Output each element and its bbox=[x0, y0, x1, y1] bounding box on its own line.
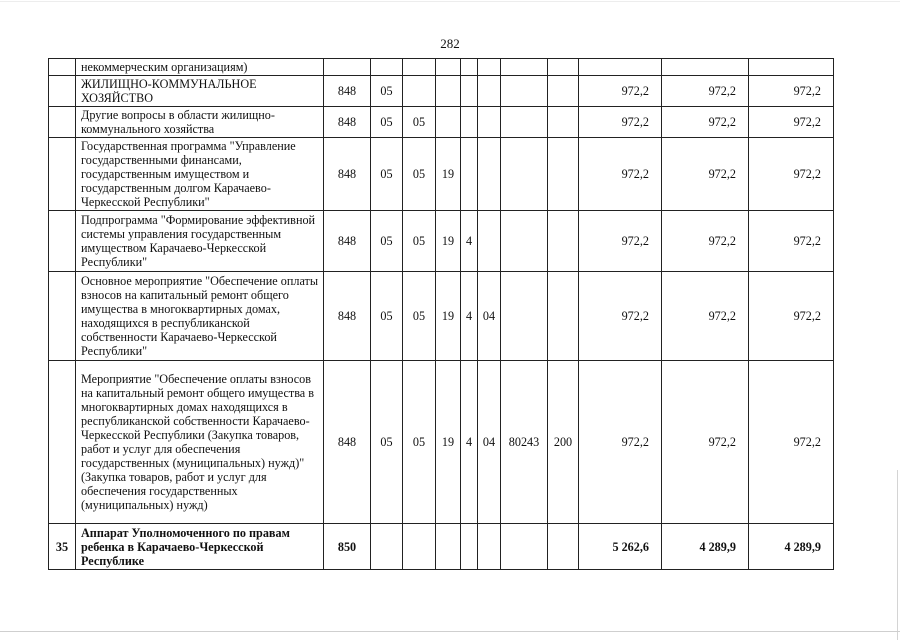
code-cell-c1: 848 bbox=[324, 361, 371, 524]
code-cell-c6 bbox=[478, 524, 501, 570]
row-name-cell: Другие вопросы в области жилищно-коммунального хозяйства bbox=[76, 107, 324, 138]
code-cell-c3 bbox=[403, 76, 436, 107]
row-number-cell bbox=[49, 272, 76, 361]
code-cell-v1: 972,2 bbox=[579, 138, 662, 211]
row-name-cell: Основное мероприятие "Обеспечение оплаты взносов на капитальный ремонт общего имущества в многоквартирных домах, находящихся в республиканской собственности Карачаево-Черкесской Республики" bbox=[76, 272, 324, 361]
code-cell-v2: 972,2 bbox=[662, 107, 749, 138]
code-cell-v2: 972,2 bbox=[662, 211, 749, 272]
code-cell-c1: 848 bbox=[324, 76, 371, 107]
code-cell-c3: 05 bbox=[403, 211, 436, 272]
code-cell-c1: 848 bbox=[324, 211, 371, 272]
code-cell-c7 bbox=[501, 59, 548, 76]
code-cell-c5: 4 bbox=[461, 361, 478, 524]
row-number-cell bbox=[49, 107, 76, 138]
code-cell-c4 bbox=[436, 524, 461, 570]
code-cell-c2: 05 bbox=[371, 211, 403, 272]
code-cell-v3: 4 289,9 bbox=[749, 524, 834, 570]
code-cell-c4 bbox=[436, 59, 461, 76]
code-cell-c2 bbox=[371, 59, 403, 76]
code-cell-c4: 19 bbox=[436, 361, 461, 524]
code-cell-c5 bbox=[461, 59, 478, 76]
code-cell-v1: 5 262,6 bbox=[579, 524, 662, 570]
code-cell-c8 bbox=[548, 107, 579, 138]
row-name-cell: Мероприятие "Обеспечение оплаты взносов на капитальный ремонт общего имущества в многоквартирных домах находящихся в республиканской собственности Карачаево-Черкесской Республики (Закупка товаров, работ и услуг для обеспечения государственных (муниципальных) нужд)" (Закупка товаров, работ и услуг для обеспечения государственных (муниципальных) нужд) bbox=[76, 361, 324, 524]
code-cell-v3: 972,2 bbox=[749, 361, 834, 524]
code-cell-c7 bbox=[501, 272, 548, 361]
code-cell-c1 bbox=[324, 59, 371, 76]
code-cell-c7 bbox=[501, 524, 548, 570]
table-row bbox=[49, 361, 834, 524]
code-cell-v1: 972,2 bbox=[579, 361, 662, 524]
code-cell-c6 bbox=[478, 59, 501, 76]
code-cell-c7 bbox=[501, 107, 548, 138]
row-name-cell: некоммерческим организациям) bbox=[76, 59, 324, 76]
row-number-cell bbox=[49, 138, 76, 211]
code-cell-v1: 972,2 bbox=[579, 76, 662, 107]
table-row bbox=[49, 76, 834, 107]
code-cell-c6: 04 bbox=[478, 361, 501, 524]
code-cell-c5 bbox=[461, 107, 478, 138]
table-row bbox=[49, 138, 834, 211]
code-cell-c3: 05 bbox=[403, 272, 436, 361]
code-cell-v1: 972,2 bbox=[579, 272, 662, 361]
code-cell-c6: 04 bbox=[478, 272, 501, 361]
row-name-cell: Подпрограмма "Формирование эффективной системы управления государственным имуществом Карачаево-Черкесской Республики" bbox=[76, 211, 324, 272]
code-cell-v2: 972,2 bbox=[662, 361, 749, 524]
code-cell-c1: 850 bbox=[324, 524, 371, 570]
code-cell-c4: 19 bbox=[436, 272, 461, 361]
code-cell-v2: 972,2 bbox=[662, 76, 749, 107]
code-cell-c2: 05 bbox=[371, 361, 403, 524]
table-row bbox=[49, 211, 834, 272]
code-cell-v3: 972,2 bbox=[749, 211, 834, 272]
code-cell-c8 bbox=[548, 138, 579, 211]
code-cell-c5 bbox=[461, 524, 478, 570]
table-row bbox=[49, 59, 834, 76]
code-cell-v3: 972,2 bbox=[749, 272, 834, 361]
code-cell-v2: 972,2 bbox=[662, 138, 749, 211]
code-cell-v1 bbox=[579, 59, 662, 76]
code-cell-c7 bbox=[501, 138, 548, 211]
code-cell-c7: 80243 bbox=[501, 361, 548, 524]
budget-table bbox=[48, 58, 834, 570]
table-row bbox=[49, 272, 834, 361]
page-number: 282 bbox=[440, 36, 460, 51]
code-cell-v2 bbox=[662, 59, 749, 76]
row-name-cell: ЖИЛИЩНО-КОММУНАЛЬНОЕ ХОЗЯЙСТВО bbox=[76, 76, 324, 107]
code-cell-v3: 972,2 bbox=[749, 138, 834, 211]
row-number-cell bbox=[49, 76, 76, 107]
code-cell-c8 bbox=[548, 272, 579, 361]
table-row bbox=[49, 524, 834, 570]
code-cell-c1: 848 bbox=[324, 138, 371, 211]
code-cell-c5: 4 bbox=[461, 211, 478, 272]
row-name-cell: Аппарат Уполномоченного по правам ребенка в Карачаево-Черкесской Республике bbox=[76, 524, 324, 570]
scan-edge-bottom bbox=[0, 631, 900, 632]
code-cell-c6 bbox=[478, 76, 501, 107]
code-cell-v3 bbox=[749, 59, 834, 76]
code-cell-v3: 972,2 bbox=[749, 76, 834, 107]
code-cell-c1: 848 bbox=[324, 107, 371, 138]
row-number-cell bbox=[49, 361, 76, 524]
code-cell-c4 bbox=[436, 107, 461, 138]
code-cell-c2: 05 bbox=[371, 272, 403, 361]
code-cell-c8 bbox=[548, 59, 579, 76]
code-cell-c8: 200 bbox=[548, 361, 579, 524]
code-cell-c6 bbox=[478, 138, 501, 211]
row-number-cell bbox=[49, 211, 76, 272]
code-cell-c6 bbox=[478, 107, 501, 138]
code-cell-c7 bbox=[501, 76, 548, 107]
code-cell-c7 bbox=[501, 211, 548, 272]
code-cell-c8 bbox=[548, 76, 579, 107]
code-cell-c5: 4 bbox=[461, 272, 478, 361]
code-cell-c2: 05 bbox=[371, 76, 403, 107]
code-cell-c4: 19 bbox=[436, 138, 461, 211]
code-cell-c8 bbox=[548, 211, 579, 272]
code-cell-c5 bbox=[461, 138, 478, 211]
code-cell-v2: 972,2 bbox=[662, 272, 749, 361]
code-cell-c6 bbox=[478, 211, 501, 272]
scan-edge-top bbox=[0, 1, 900, 2]
row-number-cell bbox=[49, 59, 76, 76]
code-cell-c1: 848 bbox=[324, 272, 371, 361]
code-cell-v1: 972,2 bbox=[579, 107, 662, 138]
table-row bbox=[49, 107, 834, 138]
row-name-cell: Государственная программа "Управление государственными финансами, государственным имуществом и государственным долгом Карачаево-Черкесской Республики" bbox=[76, 138, 324, 211]
code-cell-c2: 05 bbox=[371, 138, 403, 211]
code-cell-c2: 05 bbox=[371, 107, 403, 138]
code-cell-v2: 4 289,9 bbox=[662, 524, 749, 570]
row-number-cell: 35 bbox=[49, 524, 76, 570]
code-cell-v1: 972,2 bbox=[579, 211, 662, 272]
code-cell-c3 bbox=[403, 59, 436, 76]
code-cell-c3: 05 bbox=[403, 138, 436, 211]
code-cell-c4: 19 bbox=[436, 211, 461, 272]
code-cell-c4 bbox=[436, 76, 461, 107]
scan-edge-right bbox=[897, 470, 898, 640]
code-cell-c3 bbox=[403, 524, 436, 570]
code-cell-c8 bbox=[548, 524, 579, 570]
code-cell-c2 bbox=[371, 524, 403, 570]
code-cell-v3: 972,2 bbox=[749, 107, 834, 138]
code-cell-c3: 05 bbox=[403, 107, 436, 138]
code-cell-c3: 05 bbox=[403, 361, 436, 524]
code-cell-c5 bbox=[461, 76, 478, 107]
